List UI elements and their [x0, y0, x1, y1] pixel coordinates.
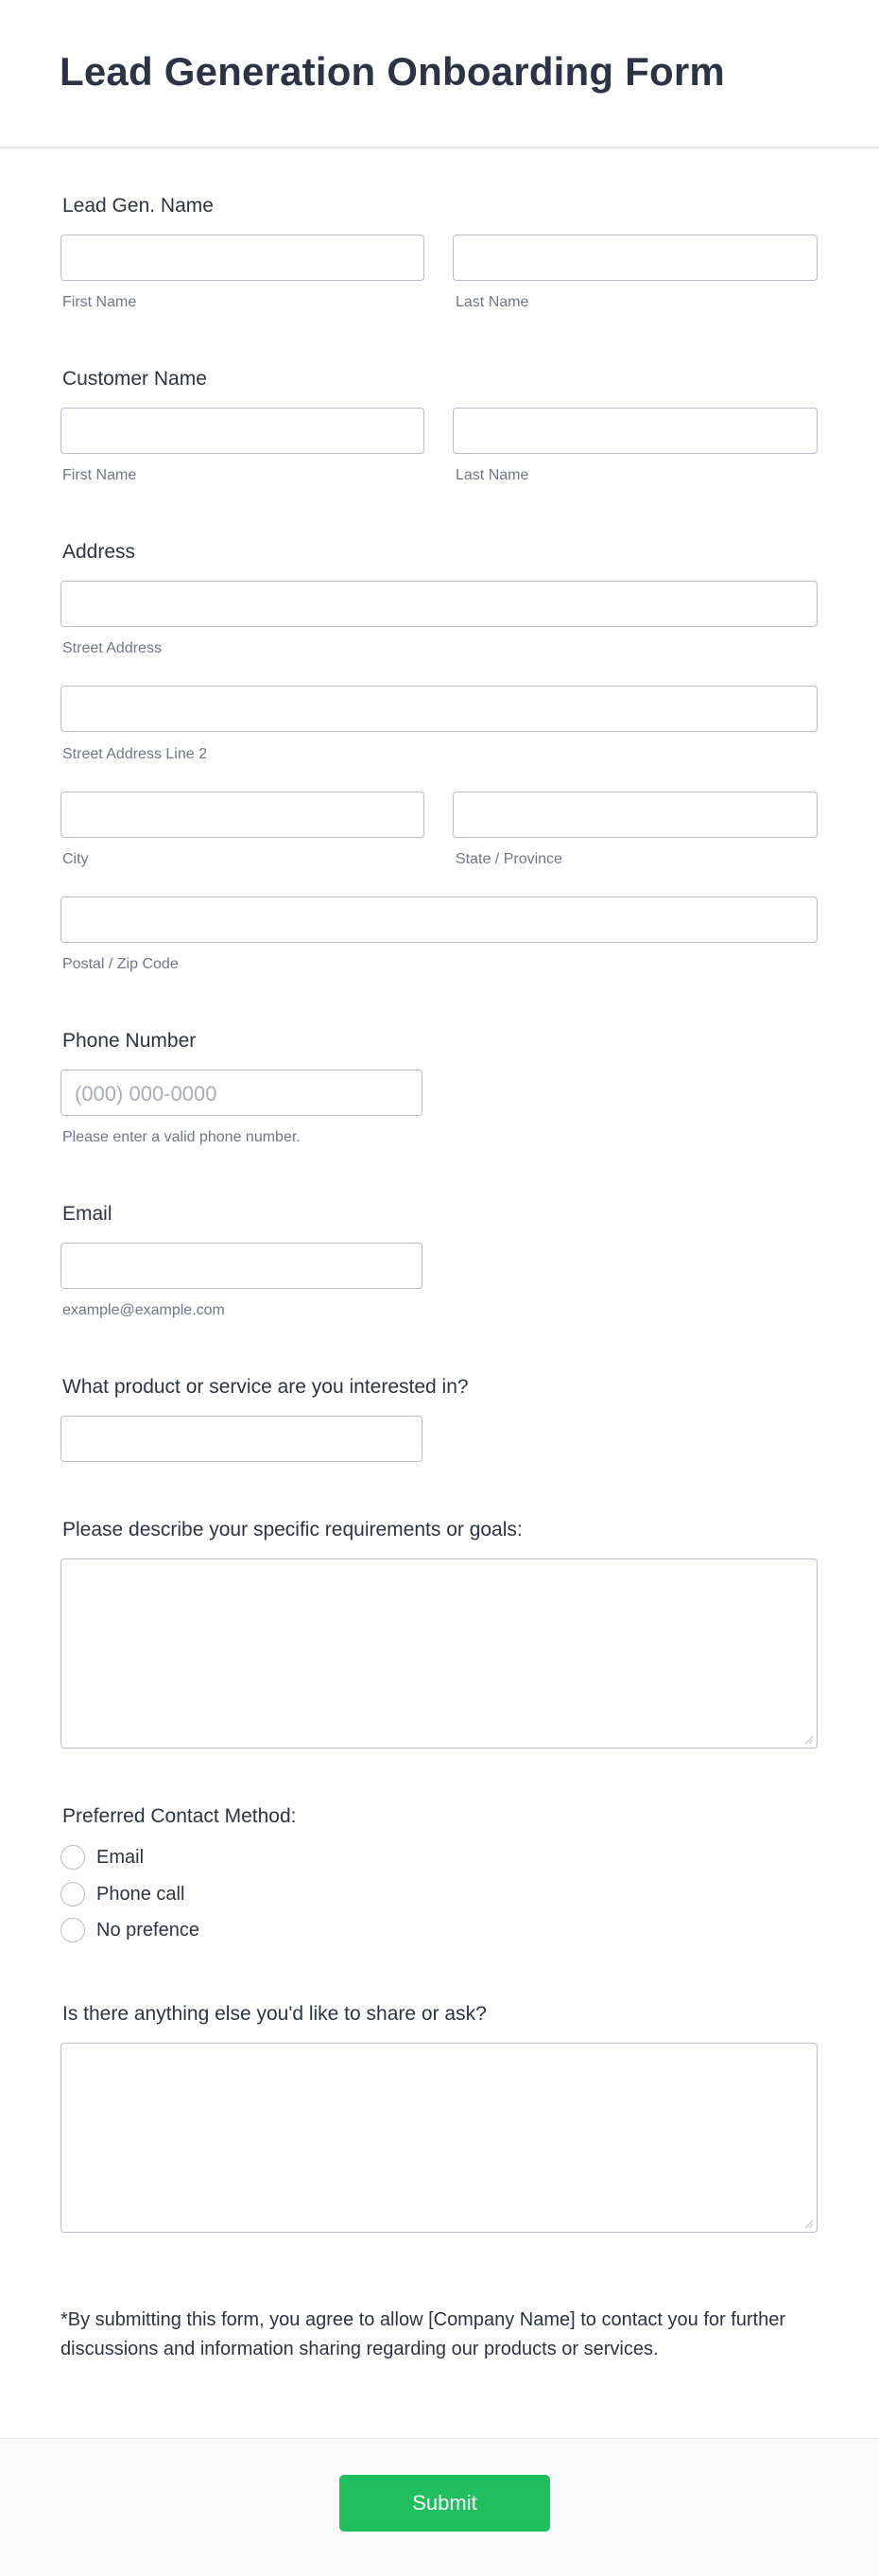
street-address-line2-input[interactable] [60, 686, 818, 732]
lead-gen-first-name-sublabel: First Name [62, 294, 137, 310]
state-province-sublabel: State / Province [456, 851, 562, 867]
street-address-input[interactable] [60, 581, 818, 627]
resize-handle-icon[interactable] [803, 2219, 813, 2228]
anything-else-textarea[interactable] [60, 2043, 818, 2233]
contact-method-option-no-preference[interactable] [60, 1918, 199, 1942]
customer-first-name-input[interactable] [60, 408, 424, 454]
radio-button[interactable] [60, 1882, 85, 1906]
email-sublabel: example@example.com [62, 1302, 225, 1318]
customer-last-name-input[interactable] [453, 408, 818, 454]
lead-gen-last-name-sublabel: Last Name [456, 294, 529, 310]
phone-number-sublabel: Please enter a valid phone number. [62, 1129, 301, 1145]
lead-gen-name-label: Lead Gen. Name [62, 195, 214, 217]
contact-method-label: Preferred Contact Method: [62, 1805, 297, 1827]
city-input[interactable] [60, 792, 424, 838]
customer-name-label: Customer Name [62, 368, 207, 390]
phone-number-input[interactable]: (000) 000-0000 [60, 1070, 422, 1116]
requirements-label: Please describe your specific requirements or goals: [62, 1519, 523, 1540]
customer-first-name-sublabel: First Name [62, 467, 137, 483]
resize-handle-icon[interactable] [803, 1734, 813, 1744]
anything-else-label: Is there anything else you'd like to share or ask? [62, 2003, 487, 2025]
state-province-input[interactable] [453, 792, 818, 838]
email-label: Email [62, 1203, 112, 1225]
radio-label: Email [96, 1846, 145, 1868]
phone-number-label: Phone Number [62, 1030, 197, 1052]
radio-button[interactable] [60, 1845, 85, 1870]
product-interest-label: What product or service are you interested in? [62, 1376, 469, 1398]
postal-zip-sublabel: Postal / Zip Code [62, 956, 179, 972]
lead-gen-last-name-input[interactable] [453, 235, 818, 281]
customer-last-name-sublabel: Last Name [456, 467, 529, 483]
street-address-sublabel: Street Address [62, 640, 162, 656]
product-interest-input[interactable] [60, 1416, 422, 1462]
form-title: Lead Generation Onboarding Form [60, 49, 725, 94]
radio-button[interactable] [60, 1918, 85, 1942]
street-address-line2-sublabel: Street Address Line 2 [62, 746, 207, 762]
city-sublabel: City [62, 851, 89, 867]
form-header [0, 0, 879, 148]
postal-zip-input[interactable] [60, 896, 818, 943]
contact-method-option-email[interactable] [60, 1845, 144, 1870]
submit-button[interactable]: Submit [339, 2475, 550, 2532]
requirements-textarea[interactable] [60, 1558, 818, 1749]
contact-method-option-phone[interactable] [60, 1882, 184, 1906]
lead-gen-first-name-input[interactable] [60, 235, 424, 281]
radio-label: Phone call [96, 1883, 185, 1905]
consent-text: *By submitting this form, you agree to allow [Company Name] to contact you for further discussions and information sharing regarding our products or services. [60, 2309, 786, 2359]
radio-label: No prefence [96, 1919, 199, 1941]
form-footer [0, 2438, 879, 2576]
email-input[interactable] [60, 1243, 422, 1289]
address-label: Address [62, 541, 136, 563]
